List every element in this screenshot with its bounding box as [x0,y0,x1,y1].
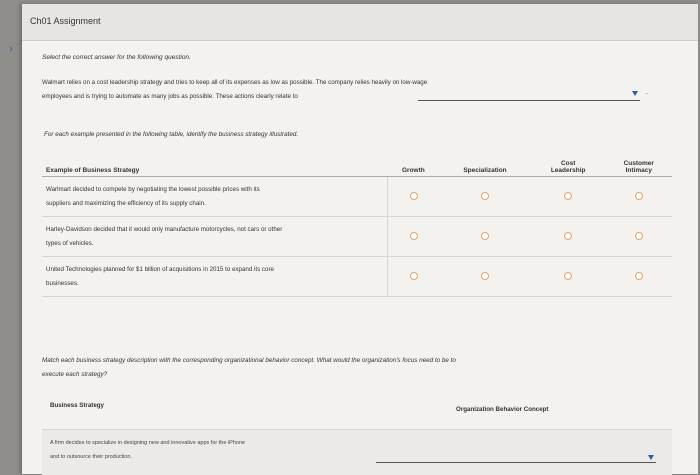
match-row [42,429,672,475]
chevron-down-icon[interactable]: › [9,43,13,55]
radio-cell [531,177,606,217]
col-example: Example of Business Strategy [42,150,388,177]
radio-cost-leadership[interactable] [564,272,572,280]
radio-cell [606,217,672,257]
question1-dropdown[interactable] [418,90,640,101]
table-row [42,217,672,257]
question1-period: . [646,89,648,96]
question3-instruction-line2: execute each strategy? [42,371,108,378]
match-desc-line1: A firm decides to specialize in designing new and innovative apps for the iPhone [50,440,246,446]
radio-cell [531,257,606,297]
row-desc-line1: Warlmart decided to compete by negotiating the lowest possible prices with its [46,185,260,193]
radio-specialization[interactable] [481,192,489,200]
question1-instruction: Select the correct answer for the following question. [42,54,191,61]
col-business-strategy: Business Strategy [50,402,104,409]
radio-specialization[interactable] [481,272,489,280]
table-row [42,177,672,217]
radio-specialization[interactable] [481,232,489,240]
question3-instruction-line1: Match each business strategy description with the corresponding organizational behavior concept. What would the organization's focus need to be to [42,357,456,364]
radio-cell [439,217,531,257]
radio-cell [439,257,531,297]
match-row-description [50,436,370,464]
radio-cell [606,257,672,297]
row-description [42,257,388,297]
row-description [42,177,388,217]
col-intimacy-line2: Intimacy [625,167,652,174]
row-desc-line1: Harley-Davidson decided that it would only manufacture motorcycles, not cars or other [46,225,283,233]
col-cost-line2: Leadership [550,167,586,174]
question2-instruction: For each example presented in the following table, identify the business strategy illustrated. [44,131,299,138]
row-desc-line2: suppliers and maximizing the efficiency of its supply chain. [46,199,206,207]
radio-cell [531,217,606,257]
row-desc-line2: businesses. [46,279,79,287]
radio-customer-intimacy[interactable] [635,232,643,240]
radio-cell [388,257,440,297]
strategy-table [42,150,672,297]
table-header-row [42,150,672,177]
col-growth: Growth [388,150,440,177]
radio-cost-leadership[interactable] [564,232,572,240]
row-desc-line2: types of vehicles. [46,239,94,247]
radio-cell [439,177,531,217]
radio-growth[interactable] [410,192,418,200]
col-org-behavior-concept: Organization Behavior Concept [456,406,549,413]
radio-growth[interactable] [410,232,418,240]
col-cost-line1: Cost [560,160,576,167]
assignment-page [22,4,698,474]
radio-customer-intimacy[interactable] [635,192,643,200]
row-description [42,217,388,257]
col-customer-intimacy [606,150,672,177]
radio-cell [606,177,672,217]
dropdown-arrow-icon [632,91,638,96]
col-cost-leadership [531,150,606,177]
col-specialization: Specialization [439,150,531,177]
col-intimacy-line1: Customer [623,160,654,167]
row-desc-line1: United Technologies planned for $1 billion of acquisitions in 2015 to expand its core [46,265,274,273]
table-row [42,257,672,297]
dropdown-arrow-icon [648,455,654,460]
page-title: Ch01 Assignment [30,16,101,26]
radio-cell [388,217,440,257]
match-dropdown[interactable] [376,454,656,463]
radio-cost-leadership[interactable] [564,192,572,200]
question1-text-line2: employees and is trying to automate as many jobs as possible. These actions clearly relate to [42,93,298,100]
question3-instruction [42,354,662,382]
header-bar [22,4,698,41]
match-table-header [42,394,672,416]
radio-cell [388,177,440,217]
match-desc-line2: and to outsource their production. [50,454,132,460]
radio-customer-intimacy[interactable] [635,272,643,280]
radio-growth[interactable] [410,272,418,280]
question1-text-line1: Walmart relies on a cost leadership strategy and tries to keep all of its expenses as low as possible. The company relies heavily on low-wage [42,79,428,86]
